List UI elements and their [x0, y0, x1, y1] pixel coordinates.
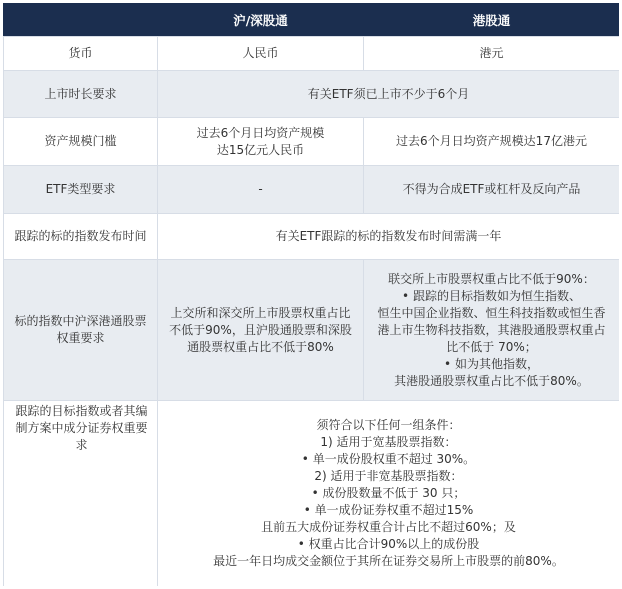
constituent-weight-line: 须符合以下任何一组条件： — [316, 418, 461, 432]
connect-weight-label-line: 标的指数中沪深港通股票 — [14, 314, 147, 328]
connect-weight-sh-sz-line: 上交所和深交所上市股票权重占比 — [170, 305, 351, 320]
index-publication-value: 有关ETF跟踪的标的指数发布时间需满一年 — [157, 213, 619, 259]
header-corner — [3, 3, 157, 36]
constituent-weight-line: 且前五大成份证券权重合计占比不超过60%；及 — [261, 520, 516, 534]
asset-threshold-sh-sz-line: 过去6个月日均资产规模 — [196, 125, 325, 140]
comparison-table — [3, 3, 619, 586]
asset-threshold-sh-sz-line: 达15亿元人民币 — [216, 142, 305, 157]
row-label-constituent-weight — [3, 400, 157, 586]
row-label-connect-weight — [3, 259, 157, 400]
connect-weight-hk-line: • 如为其他指数， — [444, 356, 539, 371]
connect-weight-hk-line: 比不低于 70%； — [446, 339, 537, 354]
connect-weight-sh-sz-line: 通股票权重占比不低于80% — [187, 339, 334, 354]
row-label-asset-threshold: 资产规模门槛 — [3, 117, 157, 165]
etf-type-sh-sz: - — [157, 165, 363, 213]
connect-weight-hk — [363, 259, 619, 400]
connect-weight-hk-line: 港上市生物科技指数，其港股通股票权重占 — [377, 322, 606, 337]
connect-weight-label-line: 权重要求 — [56, 331, 105, 345]
row-label-etf-type: ETF类型要求 — [3, 165, 157, 213]
header-shanghai-shenzhen-connect: 沪/深股通 — [157, 3, 363, 36]
constituent-weight-line: 1) 适用于宽基股票指数： — [320, 435, 457, 449]
constituent-weight-line: • 权重占比合计90%以上的成份股 — [297, 537, 480, 551]
constituent-weight-line: • 单一成份证券权重不超过15% — [303, 503, 474, 517]
asset-threshold-hk: 过去6个月日均资产规模达17亿港元 — [363, 117, 619, 165]
constituent-weight-line: 2) 适用于非宽基股票指数： — [314, 469, 463, 483]
connect-weight-hk-line: 其港股通股票权重占比不低于80%。 — [394, 373, 589, 388]
etf-type-hk: 不得为合成ETF或杠杆及反向产品 — [363, 165, 619, 213]
connect-weight-hk-line: 恒生中国企业指数、恒生科技指数或恒生香 — [377, 305, 606, 320]
row-label-index-publication: 跟踪的标的指数发布时间 — [3, 213, 157, 259]
currency-sh-sz: 人民币 — [157, 36, 363, 70]
row-label-listing-duration: 上市时长要求 — [3, 70, 157, 117]
currency-hk: 港元 — [363, 36, 619, 70]
constituent-weight-line: 最近一年日均成交金额位于其所在证券交易所上市股票的前80%。 — [213, 554, 564, 568]
row-label-currency: 货币 — [3, 36, 157, 70]
constituent-weight-line: • 成份股数量不低于 30 只； — [311, 486, 466, 500]
header-hk-connect: 港股通 — [363, 3, 619, 36]
connect-weight-sh-sz-line: 不低于90%，且沪股通股票和深股 — [169, 322, 352, 337]
listing-duration-value: 有关ETF须已上市不少于6个月 — [157, 70, 619, 117]
constituent-weight-value — [157, 400, 619, 586]
constituent-weight-line: • 单一成份股权重不超过 30%。 — [301, 452, 476, 466]
constituent-weight-label-line: 求 — [75, 438, 88, 452]
asset-threshold-sh-sz — [157, 117, 363, 165]
connect-weight-sh-sz — [157, 259, 363, 400]
constituent-weight-label-line: 制方案中成分证券权重要 — [15, 421, 148, 435]
connect-weight-hk-line: • 跟踪的目标指数如为恒生指数、 — [402, 288, 581, 303]
constituent-weight-label-line: 跟踪的目标指数或者其编 — [15, 404, 148, 418]
connect-weight-hk-line: 联交所上市股票权重占比不低于90%： — [388, 271, 595, 286]
